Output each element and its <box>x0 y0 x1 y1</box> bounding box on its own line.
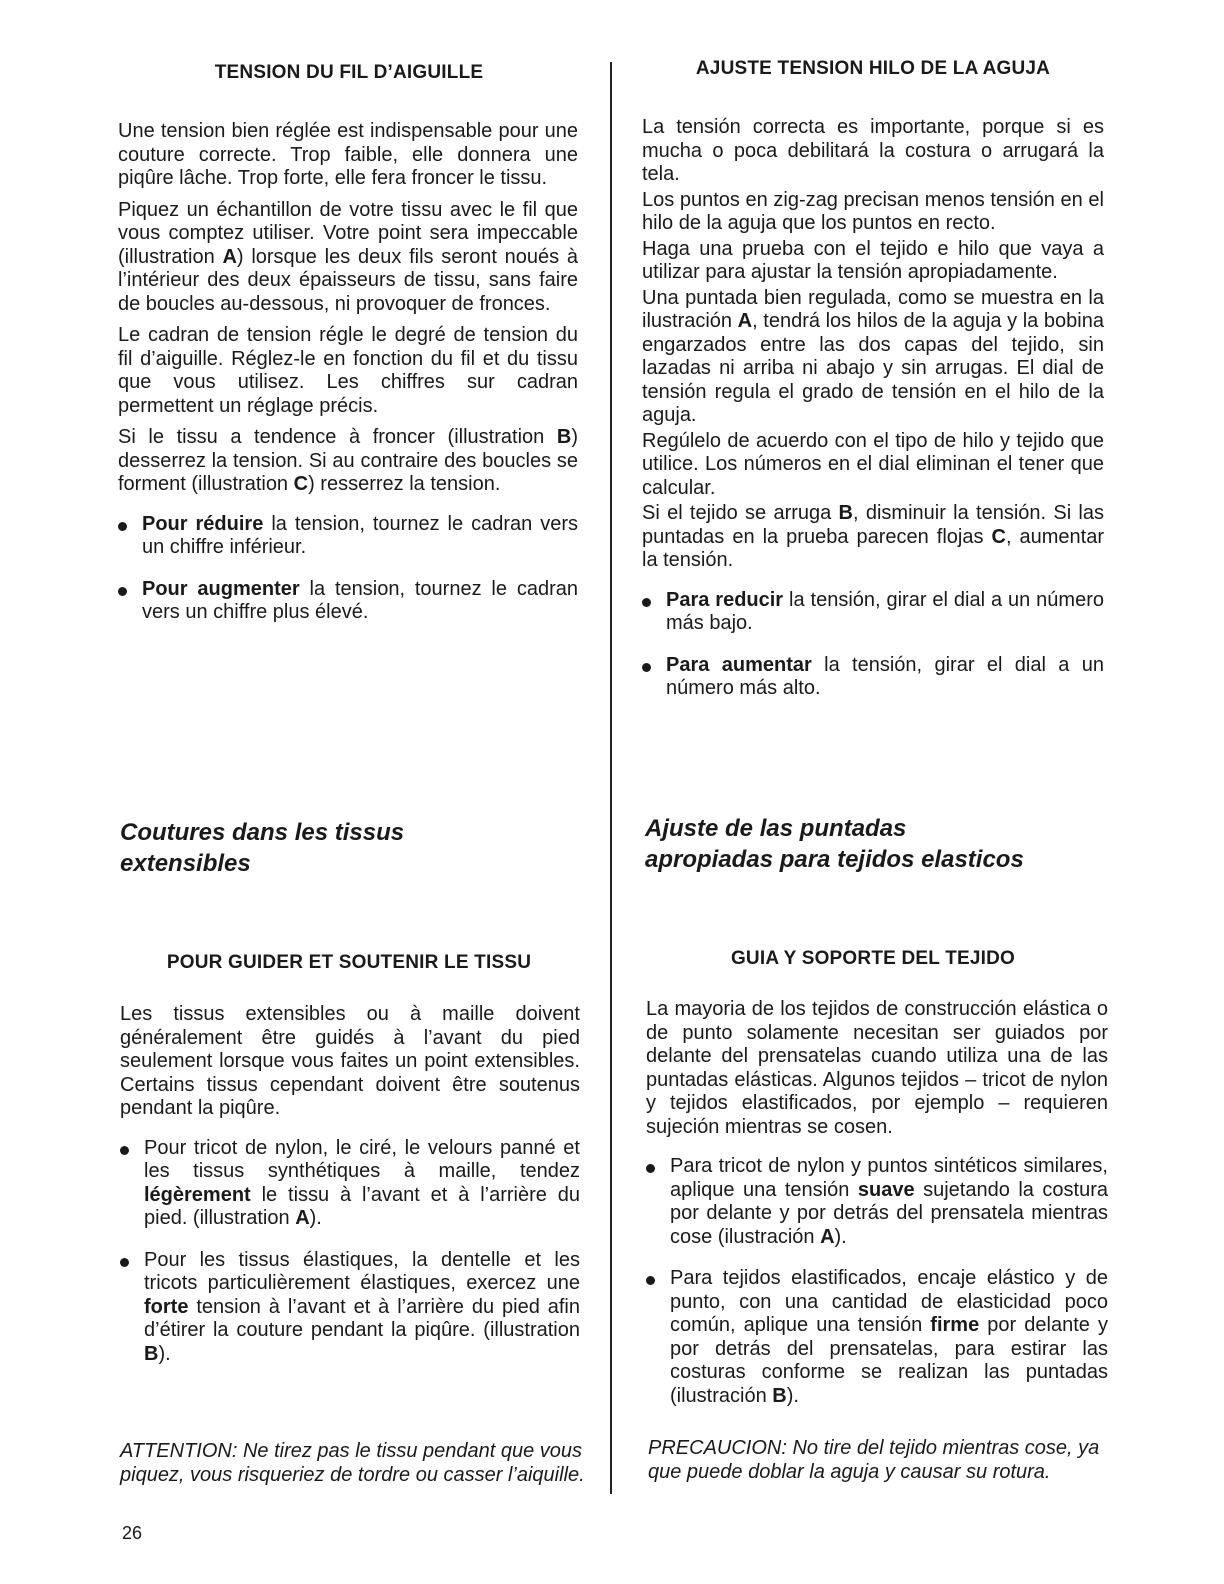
bullet-icon <box>118 587 127 596</box>
paragraph: Les tissus extensibles ou à maille doivent généralement être guidés à l’avant du pied seulement lorsque vous faites un point extensibles. Certains tissus cependant doivent être soutenus pendant la piqûre. <box>120 1003 580 1119</box>
list-item: Para tricot de nylon y puntos sintéticos similares, aplique una tensión suave sujetando la costura por delante y por detrás del prensatela mientras cose (ilustración A). <box>646 1155 1108 1249</box>
list-item: Pour tricot de nylon, le ciré, le velours panné et les tissus synthétiques à maille, tendez légèrement le tissu à l’avant et à l’arrière du pied. (illustration A). <box>120 1137 580 1231</box>
paragraph: Los puntos en zig-zag precisan menos tensión en el hilo de la aguja que los puntos en recto. <box>642 188 1104 234</box>
bullet-icon <box>120 1258 129 1267</box>
right-guide-section <box>646 998 1108 1408</box>
left-tension-section <box>118 120 578 625</box>
page-number: 26 <box>122 1523 143 1543</box>
list-item: Para aumentar la tensión, girar el dial a un número más alto. <box>642 654 1104 701</box>
paragraph: La tensión correcta es importante, porque si es mucha o poca debilitará la costura o arrugará la tela. <box>642 116 1104 185</box>
paragraph: La mayoria de los tejidos de construcción elástica o de punto solamente necesitan ser guiados por delante del prensatelas cuando utiliza una de las puntadas elásticas. Algunos tejidos – tricot de nylon y tejidos elastificados, por ejemplo – requieren sujeción mientras se cosen. <box>646 998 1108 1138</box>
heading-guia-soporte: GUIA Y SOPORTE DEL TEJIDO <box>730 948 1016 969</box>
list-item: Para tejidos elastificados, encaje elástico y de punto, con una cantidad de elasticidad poco común, aplique una tensión firme por delante y por detrás del prensatelas, para estirar las costuras conforme se realizan las puntadas (ilustración B). <box>646 1267 1108 1408</box>
paragraph: Le cadran de tension régle le degré de tension du fil d’aiguille. Réglez-le en fonction du fil et du tissu que vous utilisez. Les chiffres sur cadran permettent un réglage précis. <box>118 324 578 417</box>
left-guide-section <box>120 1003 580 1366</box>
bullet-icon <box>646 1276 655 1285</box>
caution-note: ATTENTION: Ne tirez pas le tissu pendant que vous piquez, vous risqueriez de tordre ou casser l’aiquille. <box>120 1440 585 1486</box>
bullet-icon <box>120 1146 129 1155</box>
heading-ajuste-tension: AJUSTE TENSION HILO DE LA AGUJA <box>695 58 1051 79</box>
paragraph: Regúlelo de acuerdo con el tipo de hilo y tejido que utilice. Los números en el dial eliminan el tener que calcular. <box>642 429 1104 499</box>
heading-guider-soutenir: POUR GUIDER ET SOUTENIR LE TISSU <box>166 952 532 973</box>
bullet-icon <box>642 663 651 672</box>
paragraph: Une tension bien réglée est indispensable pour une couture correcte. Trop faible, elle donnera une piqûre lâche. Trop forte, elle fera froncer le tissu. <box>118 120 578 189</box>
section-title-tejidos-elasticos: Ajuste de las puntadas apropiadas para tejidos elasticos <box>645 815 1024 873</box>
column-divider <box>610 62 612 1494</box>
section-title-extensibles: Coutures dans les tissus extensibles <box>120 819 405 877</box>
right-tension-section <box>642 116 1104 701</box>
paragraph: Piquez un échantillon de votre tissu avec le fil que vous comptez utiliser. Votre point sera impeccable (illustration A) lorsque les deux fils seront noués à l’intérieur des deux épaisseurs de tissu, sans faire de boucles au-dessous, ni provoquer de fronces. <box>118 198 578 315</box>
paragraph: Si el tejido se arruga B, disminuir la tensión. Si las puntadas en la prueba parecen flojas C, aumentar la tensión. <box>642 502 1105 571</box>
bullet-icon <box>646 1164 655 1173</box>
list-item: Pour les tissus élastiques, la dentelle et les tricots particulièrement élastiques, exercez une forte tension à l’avant et à l’arrière du pied afin d’étirer la couture pendant la piqûre. (illustration B). <box>120 1249 580 1367</box>
list-item: Pour réduire la tension, tournez le cadran vers un chiffre inférieur. <box>118 513 578 560</box>
heading-tension-fil: TENSION DU FIL D’AIGUILLE <box>214 62 484 83</box>
precaucion-note: PRECAUCION: No tire del tejido mientras cose, ya que puede doblar la aguja y causar su rotura. <box>648 1437 1100 1483</box>
paragraph: Una puntada bien regulada, como se muestra en la ilustración A, tendrá los hilos de la aguja y la bobina engarzados entre las dos capas del tejido, sin lazadas ni arriba ni abajo y sin arrugas. El dial de tensión regula el grado de tensión en el hilo de la aguja. <box>642 286 1104 426</box>
list-item: Pour augmenter la tension, tournez le cadran vers un chiffre plus élevé. <box>118 578 578 625</box>
paragraph: Si le tissu a tendence à froncer (illustration B) desserrez la tension. Si au contraire des boucles se forment (illustration C) resserrez la tension. <box>118 426 578 495</box>
list-item: Para reducir la tensión, girar el dial a un número más bajo. <box>642 589 1104 636</box>
bullet-icon <box>642 598 651 607</box>
bullet-icon <box>118 522 127 531</box>
paragraph: Haga una prueba con el tejido e hilo que vaya a utilizar para ajustar la tensión apropiadamente. <box>642 237 1104 283</box>
